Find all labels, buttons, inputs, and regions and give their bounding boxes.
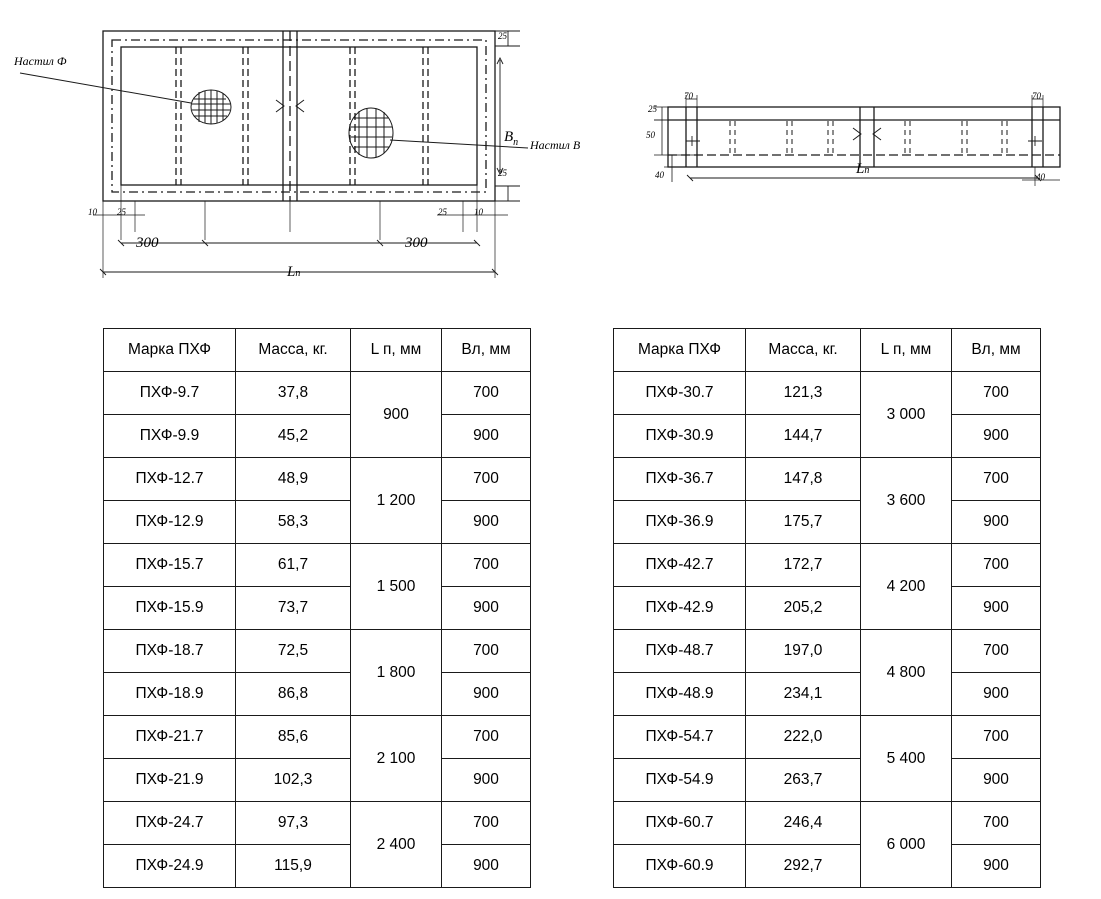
cell-width: 700 [442,802,531,845]
dim-25-right: 25 [438,207,447,217]
header-mass: Масса, кг. [746,329,861,372]
cell-mass: 147,8 [746,458,861,501]
cell-mass: 234,1 [746,673,861,716]
table-right-body [614,372,1041,888]
cell-mass: 102,3 [236,759,351,802]
cell-mass: 292,7 [746,845,861,888]
cell-mass: 48,9 [236,458,351,501]
table-row [614,587,1041,630]
cell-length: 3 000 [861,372,952,458]
dim-50-section: 50 [646,130,655,140]
cell-mark: ПХФ-15.9 [104,587,236,630]
dim-70-section: 70 [684,91,693,101]
cell-length: 1 200 [351,458,442,544]
cell-width: 900 [442,759,531,802]
table-right-head [614,329,1041,372]
dim-70-right-section: 70 [1032,91,1041,101]
table-row [614,802,1041,845]
cell-width: 900 [952,501,1041,544]
table-row [614,415,1041,458]
dim-40-right-section: 40 [1036,172,1045,182]
dim-40-left-section: 40 [655,170,664,180]
cell-width: 900 [442,673,531,716]
cell-mass: 175,7 [746,501,861,544]
header-width: Вл, мм [952,329,1041,372]
header-length: L п, мм [351,329,442,372]
table-row [104,716,531,759]
cell-width: 700 [952,372,1041,415]
cell-length: 6 000 [861,802,952,888]
table-row [104,630,531,673]
cell-mass: 115,9 [236,845,351,888]
table-row [614,673,1041,716]
table-header-row [614,329,1041,372]
spec-table-right [613,328,1041,888]
table-row [104,544,531,587]
header-mark: Марка ПХФ [614,329,746,372]
table-row [104,673,531,716]
cell-mass: 121,3 [746,372,861,415]
cell-length: 1 500 [351,544,442,630]
cell-mark: ПХФ-18.9 [104,673,236,716]
cell-mark: ПХФ-30.7 [614,372,746,415]
cell-width: 900 [442,415,531,458]
cell-width: 900 [952,845,1041,888]
table-row [104,372,531,415]
cell-length: 2 400 [351,802,442,888]
cell-width: 900 [952,587,1041,630]
cell-width: 900 [442,501,531,544]
cell-width: 900 [952,759,1041,802]
table-left-head [104,329,531,372]
cell-mark: ПХФ-12.9 [104,501,236,544]
cell-mark: ПХФ-54.9 [614,759,746,802]
cell-mark: ПХФ-15.7 [104,544,236,587]
cell-mark: ПХФ-54.7 [614,716,746,759]
table-row [104,415,531,458]
cell-mass: 263,7 [746,759,861,802]
cell-width: 700 [952,544,1041,587]
cell-width: 700 [442,544,531,587]
cell-length: 2 100 [351,716,442,802]
header-mass: Масса, кг. [236,329,351,372]
cell-mass: 222,0 [746,716,861,759]
cell-mark: ПХФ-60.9 [614,845,746,888]
spec-table-right-wrapper [613,328,1041,888]
cell-width: 700 [952,458,1041,501]
table-row [104,845,531,888]
cell-mark: ПХФ-60.7 [614,802,746,845]
cell-width: 700 [952,716,1041,759]
cell-mark: ПХФ-9.7 [104,372,236,415]
table-row [104,802,531,845]
spec-table-left-wrapper [103,328,531,888]
dim-300-left: 300 [136,235,159,251]
cell-mark: ПХФ-18.7 [104,630,236,673]
cell-mass: 61,7 [236,544,351,587]
table-row [104,587,531,630]
cell-mark: ПХФ-12.7 [104,458,236,501]
table-row [614,759,1041,802]
cell-mark: ПХФ-9.9 [104,415,236,458]
dim-ln-plan: Lп [287,264,301,280]
cell-length: 3 600 [861,458,952,544]
cell-mass: 205,2 [746,587,861,630]
cell-mark: ПХФ-48.9 [614,673,746,716]
cell-mass: 37,8 [236,372,351,415]
cell-mass: 73,7 [236,587,351,630]
cell-mark: ПХФ-24.9 [104,845,236,888]
cell-mark: ПХФ-48.7 [614,630,746,673]
table-row [614,716,1041,759]
dim-ln-section: Lп [856,161,870,177]
cell-length: 5 400 [861,716,952,802]
cell-mark: ПХФ-21.7 [104,716,236,759]
cell-mass: 144,7 [746,415,861,458]
table-row [104,759,531,802]
label-nastil-v: Настил В [530,138,581,152]
dim-25-top: 25 [498,31,507,41]
cell-mass: 85,6 [236,716,351,759]
cell-width: 700 [442,372,531,415]
cell-width: 700 [952,802,1041,845]
table-row [614,372,1041,415]
header-length: L п, мм [861,329,952,372]
cell-mass: 172,7 [746,544,861,587]
dim-10-left: 10 [88,207,97,217]
cell-width: 700 [442,458,531,501]
table-left-body [104,372,531,888]
cell-mark: ПХФ-24.7 [104,802,236,845]
dim-300-right: 300 [405,235,428,251]
header-mark: Марка ПХФ [104,329,236,372]
label-nastil-f: Настил Ф [14,54,67,68]
cell-length: 900 [351,372,442,458]
table-header-row [104,329,531,372]
cell-width: 700 [442,716,531,759]
cell-mass: 246,4 [746,802,861,845]
dim-25-section: 25 [648,104,657,114]
table-row [104,501,531,544]
cell-mass: 86,8 [236,673,351,716]
cell-mass: 197,0 [746,630,861,673]
dim-25-bottom: 25 [498,168,507,178]
header-width: Вл, мм [442,329,531,372]
table-row [614,630,1041,673]
cell-width: 900 [952,673,1041,716]
cell-mark: ПХФ-42.7 [614,544,746,587]
cell-length: 1 800 [351,630,442,716]
cell-mark: ПХФ-30.9 [614,415,746,458]
drawing-svg [0,0,1101,310]
cell-mark: ПХФ-36.9 [614,501,746,544]
cell-width: 900 [442,587,531,630]
cell-width: 900 [952,415,1041,458]
table-row [614,845,1041,888]
cell-length: 4 200 [861,544,952,630]
cell-mark: ПХФ-42.9 [614,587,746,630]
table-row [104,458,531,501]
cell-mass: 45,2 [236,415,351,458]
table-row [614,544,1041,587]
cell-width: 900 [442,845,531,888]
dim-25-left: 25 [117,207,126,217]
table-row [614,501,1041,544]
technical-drawings [0,0,1101,310]
dim-10-right: 10 [474,207,483,217]
dim-bn: $В_п$ [504,129,519,149]
cell-length: 4 800 [861,630,952,716]
cell-mass: 72,5 [236,630,351,673]
table-row [614,458,1041,501]
cell-mass: 97,3 [236,802,351,845]
cell-width: 700 [952,630,1041,673]
cell-mark: ПХФ-21.9 [104,759,236,802]
cell-mark: ПХФ-36.7 [614,458,746,501]
spec-table-left [103,328,531,888]
cell-mass: 58,3 [236,501,351,544]
cell-width: 700 [442,630,531,673]
